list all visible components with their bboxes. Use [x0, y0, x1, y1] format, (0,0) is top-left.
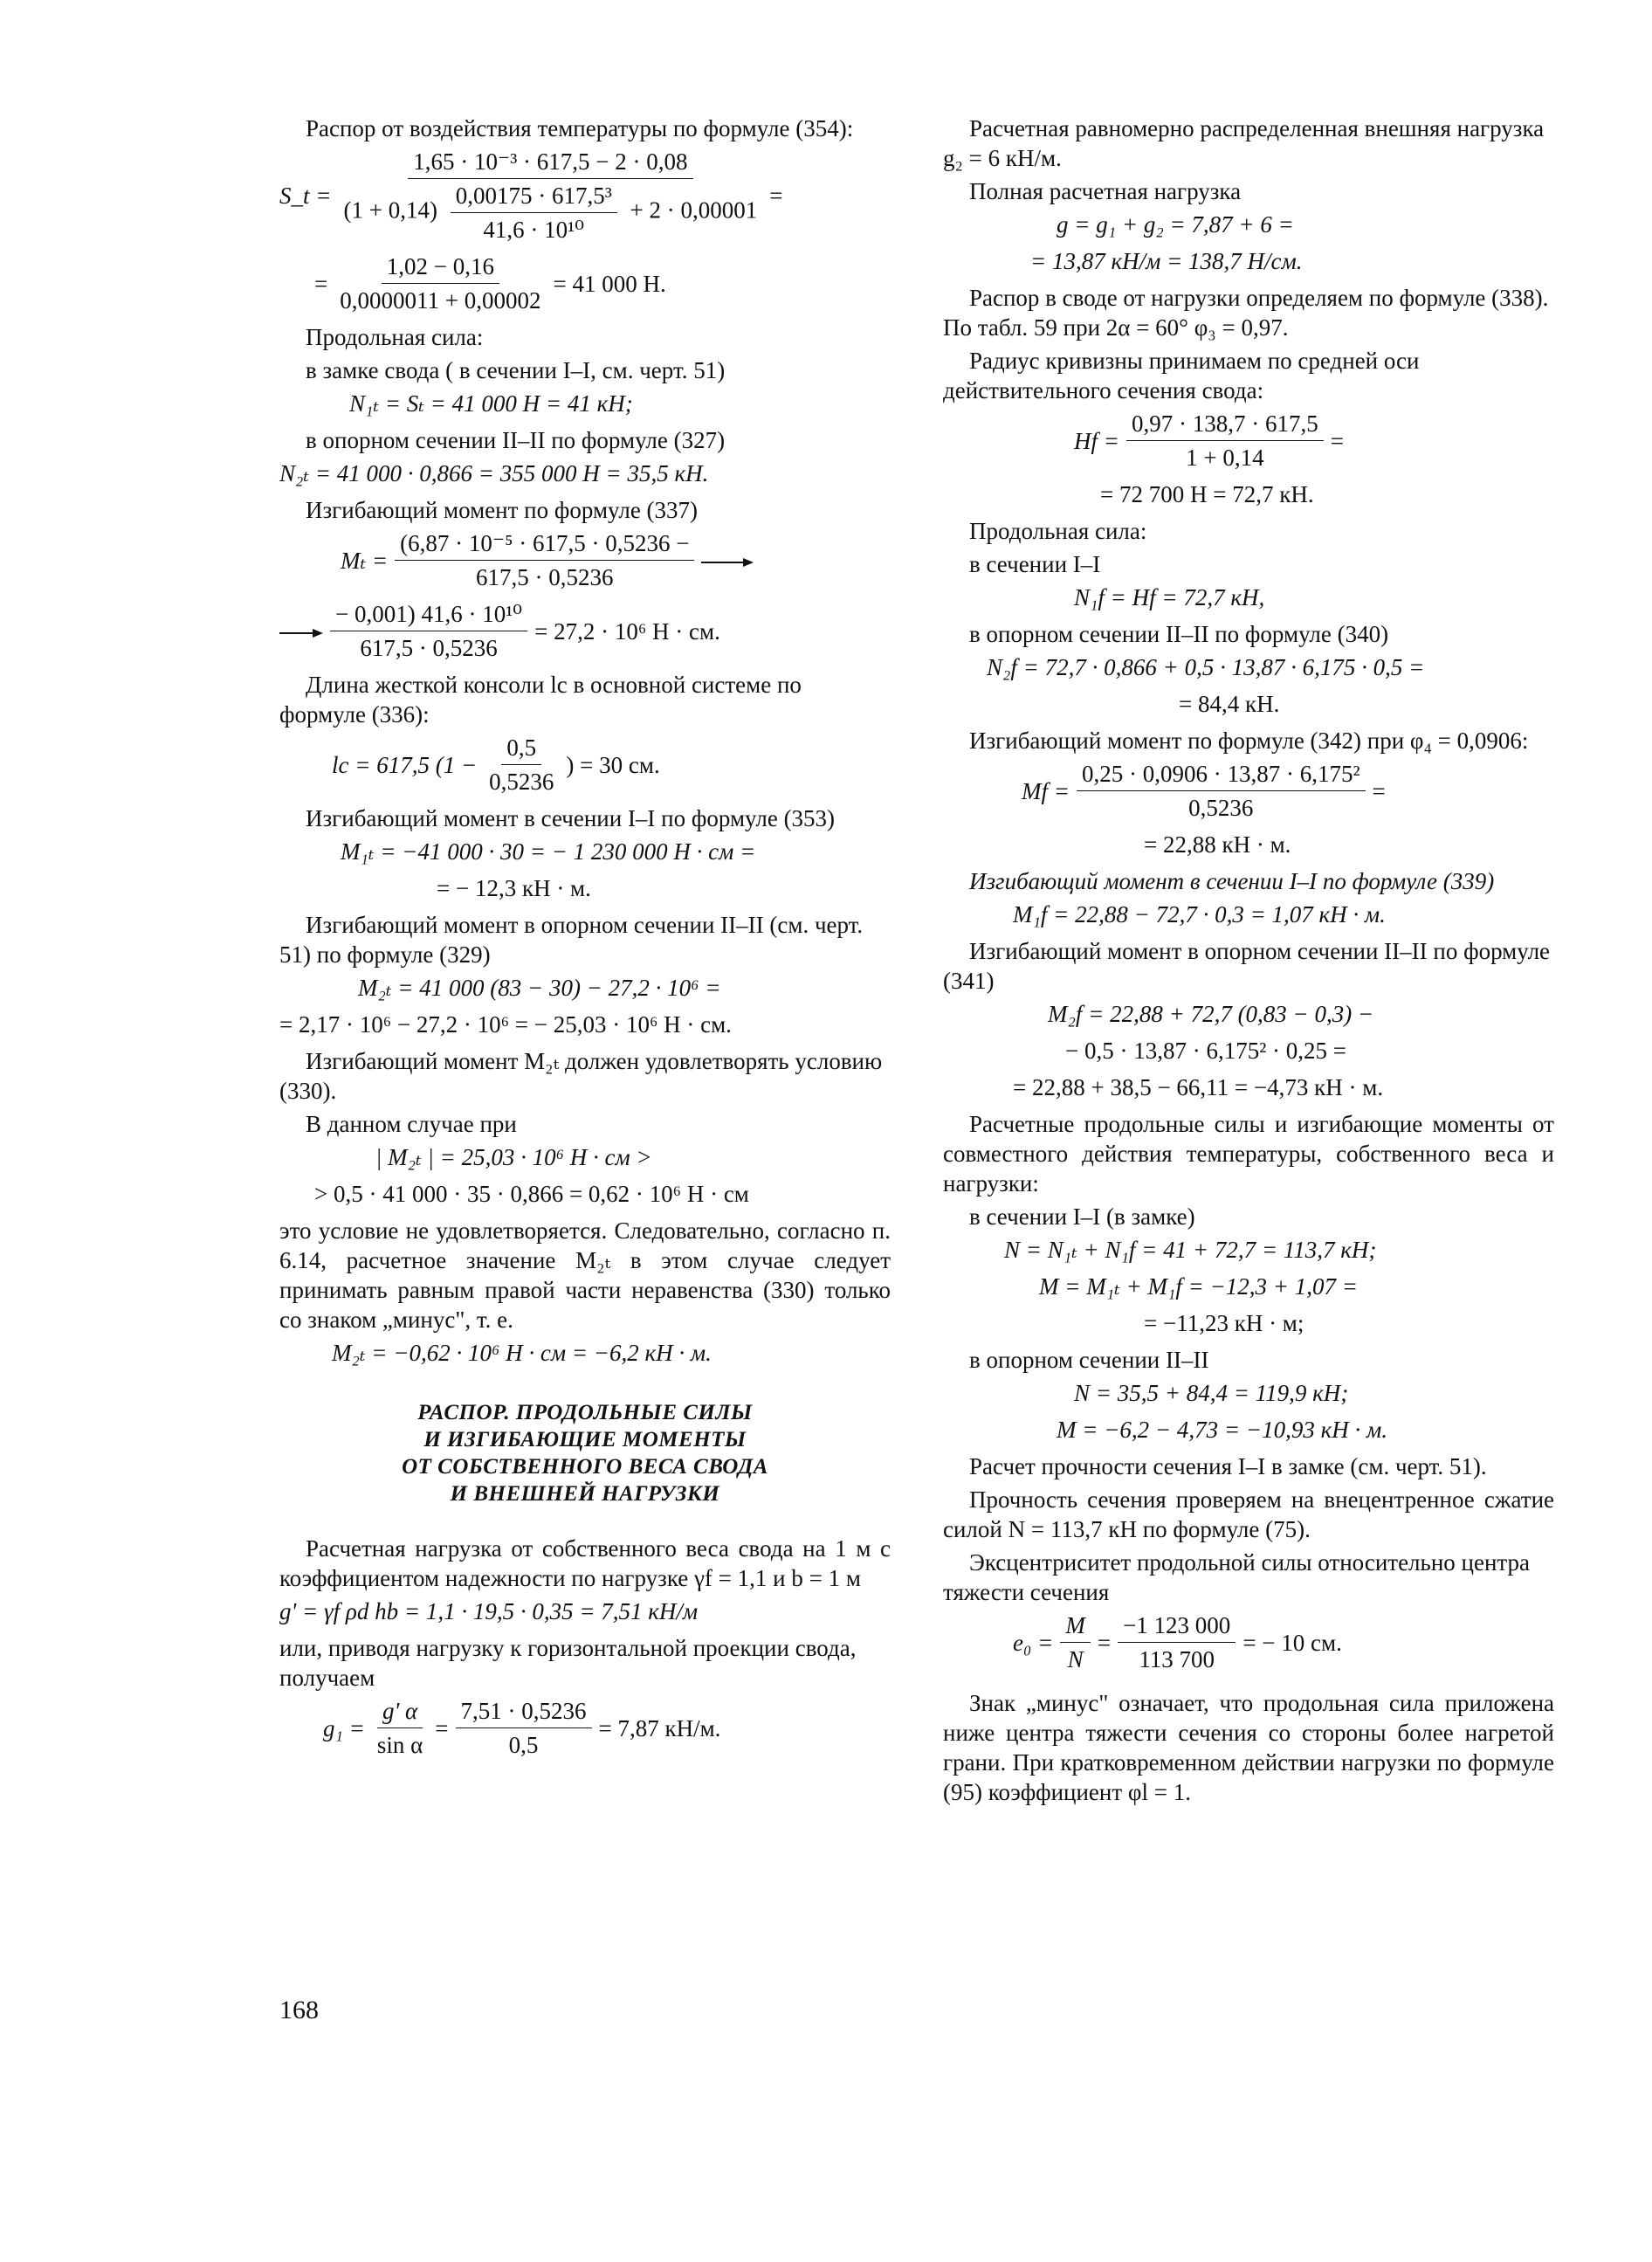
arrow-right-icon	[701, 546, 754, 576]
equation-text: M₂ₜ = 41 000 (83 − 30) − 27,2 · 10⁶ =	[358, 975, 721, 1001]
heading-line: ОТ СОБСТВЕННОГО ВЕСА СВОДА	[402, 1455, 768, 1479]
equals-sign: =	[1372, 777, 1386, 804]
equation-hf	[943, 409, 1554, 472]
fraction	[456, 1696, 592, 1760]
paragraph: в опорном сечении II–II по формуле (340)	[969, 621, 1389, 647]
equation-text: N₁f = Hf = 72,7 кН,	[1074, 584, 1265, 610]
numerator: 0,00175 · 617,5³	[451, 181, 617, 213]
equation-text: − 0,5 · 13,87 · 6,175² · 0,25 =	[1065, 1038, 1347, 1064]
paragraph: в сечении I–I	[969, 551, 1101, 577]
paragraph: Изгибающий момент по формуле (342) при φ₄ = 0,0906:	[969, 728, 1529, 754]
equation-n2t	[279, 459, 891, 488]
equation-m2f-result	[943, 1072, 1554, 1102]
paragraph: Изгибающий момент в опорном сечении II–II (см. черт. 51) по формуле (329)	[279, 912, 864, 968]
equation-m2f-cont	[943, 1036, 1554, 1065]
heading-line: И ВНЕШНЕЙ НАГРУЗКИ	[450, 1482, 720, 1506]
equation-n1f	[943, 583, 1554, 612]
numerator: M	[1060, 1610, 1091, 1643]
paragraph: Изгибающий момент M₂ₜ должен удовлетворять условию (330).	[279, 1048, 883, 1104]
paragraph: Расчетная нагрузка от собственного веса свода на 1 м с коэффициентом надежности по нагрузке γf = 1,1 и b = 1 м	[279, 1535, 891, 1591]
numerator: 0,5	[501, 733, 541, 765]
right-column	[943, 114, 1554, 1810]
equation-m-sum2	[943, 1415, 1554, 1445]
equals-sign: =	[1330, 427, 1344, 454]
equation-n2f-cont	[943, 689, 1554, 719]
fraction	[484, 733, 559, 797]
equation-text: N₁ₜ = Sₜ = 41 000 Н = 41 кН;	[349, 390, 633, 417]
equation-lhs: Hf =	[1074, 427, 1119, 454]
paragraph: в опорном сечении II–II	[969, 1347, 1209, 1373]
paragraph: Полная расчетная нагрузка	[969, 178, 1242, 204]
paragraph: Расчетная равномерно распределенная внешняя нагрузка g₂ = 6 кН/м.	[943, 115, 1545, 171]
paragraph: в сечении I–I (в замке)	[969, 1203, 1195, 1230]
equation-text: = 22,88 + 38,5 − 66,11 = −4,73 кН · м.	[1013, 1074, 1384, 1100]
equation-text: N₂f = 72,7 · 0,866 + 0,5 · 13,87 · 6,175 · 0,5 =	[987, 654, 1425, 680]
equation-text: = 72 700 Н = 72,7 кН.	[1100, 481, 1314, 507]
result: = − 10 см.	[1242, 1629, 1342, 1656]
fraction	[330, 599, 527, 663]
equation-m-sum1-cont	[943, 1308, 1554, 1338]
numerator: 1,02 − 0,16	[382, 252, 499, 284]
equation-text: N = 35,5 + 84,4 = 119,9 кН;	[1074, 1380, 1349, 1406]
equals-sign: =	[435, 1714, 449, 1741]
equation-lhs: e₀ =	[1013, 1629, 1054, 1656]
paragraph: Изгибающий момент в опорном сечении II–II по формуле (341)	[943, 938, 1551, 994]
equation-text: g = g₁ + g₂ = 7,87 + 6 =	[1057, 211, 1294, 238]
numerator: 0,97 · 138,7 · 617,5	[1126, 409, 1324, 441]
denominator: 617,5 · 0,5236	[360, 635, 498, 661]
fraction	[338, 147, 762, 245]
equation-n1t	[279, 389, 891, 418]
numerator: 0,25 · 0,0906 · 13,87 · 6,175²	[1077, 759, 1366, 791]
denominator: 617,5 · 0,5236	[476, 564, 614, 590]
equation-e0	[943, 1610, 1554, 1674]
equals-sign: =	[314, 270, 328, 297]
denominator: 0,0000011 + 0,00002	[340, 287, 541, 314]
equation-text: = −11,23 кН · м;	[1144, 1310, 1304, 1336]
equation-mf-result	[943, 830, 1554, 859]
paragraph: или, приводя нагрузку к горизонтальной проекции свода, получаем	[279, 1635, 857, 1691]
equation-m2t-cont	[279, 1010, 891, 1039]
equation-lhs: Mₜ =	[341, 547, 389, 574]
equation-text: M = M₁ₜ + M₁f = −12,3 + 1,07 =	[1039, 1273, 1358, 1300]
inner-fraction	[451, 181, 617, 245]
paragraph: В данном случае при	[306, 1111, 517, 1137]
denominator: 1 + 0,14	[1186, 445, 1264, 471]
equation-text: g' = γf ρd hb = 1,1 · 19,5 · 0,35 = 7,51 кН/м	[279, 1598, 699, 1624]
equation-st-result	[279, 252, 891, 315]
page-number: 168	[279, 1996, 319, 2024]
equals-sign: =	[769, 183, 783, 209]
equation-g-prime	[279, 1597, 891, 1626]
denominator: sin α	[376, 1732, 423, 1758]
denominator: 41,6 · 10¹⁰	[483, 217, 585, 243]
numerator: (6,87 · 10⁻⁵ · 617,5 · 0,5236 −	[395, 528, 694, 561]
equation-text: | M₂ₜ | = 25,03 · 10⁶ Н · см >	[375, 1144, 652, 1170]
paragraph: в опорном сечении II–II по формуле (327)	[306, 427, 726, 453]
left-column	[279, 114, 891, 1767]
numerator: g' α	[377, 1696, 423, 1728]
paragraph: Эксцентриситет продольной силы относительно центра тяжести сечения	[943, 1549, 1531, 1605]
equation-text: = 13,87 кН/м = 138,7 Н/см.	[1030, 248, 1303, 274]
fraction	[334, 252, 546, 315]
fraction	[1077, 759, 1366, 823]
equation-m2f	[943, 999, 1554, 1029]
equation-st	[279, 147, 891, 245]
equation-text: = 84,4 кН.	[1179, 691, 1280, 717]
paragraph: Расчетные продольные силы и изгибающие моменты от совместного действия температуры, собственного веса и нагрузки:	[943, 1111, 1554, 1197]
equation-text: M₁ₜ = −41 000 · 30 = − 1 230 000 Н · см =	[341, 838, 756, 865]
equation-g	[943, 210, 1554, 239]
section-heading	[279, 1399, 891, 1507]
fraction	[1060, 1610, 1091, 1674]
paragraph: Распор от воздействия температуры по формуле (354):	[306, 115, 854, 141]
arrow-right-icon	[279, 617, 323, 646]
denominator: 0,5236	[489, 769, 554, 795]
equation-n2f	[943, 652, 1554, 682]
numerator: − 0,001) 41,6 · 10¹⁰	[330, 599, 527, 631]
equation-mf	[943, 759, 1554, 823]
paragraph: Прочность сечения проверяем на внецентренное сжатие силой N = 113,7 кН по формуле (75).	[943, 1486, 1554, 1542]
den-prefix: (1 + 0,14)	[343, 197, 437, 224]
paragraph: это условие не удовлетворяется. Следовательно, согласно п. 6.14, расчетное значение M₂ₜ в этом случае следует принимать равным правой части неравенства (330) только со знаком „минус", т. е.	[279, 1217, 891, 1333]
denominator: 0,5236	[1188, 795, 1254, 821]
equation-lc	[279, 733, 891, 797]
equation-m1t	[279, 837, 891, 866]
denominator	[338, 179, 762, 245]
heading-line: И ИЗГИБАЮЩИЕ МОМЕНТЫ	[423, 1428, 747, 1452]
equation-mt	[279, 528, 891, 592]
paragraph: в замке свода ( в сечении I–I, см. черт. 51)	[306, 357, 726, 383]
paragraph: Расчет прочности сечения I–I в замке (см. черт. 51).	[969, 1453, 1487, 1479]
equation-text: = 2,17 · 10⁶ − 27,2 · 10⁶ = − 25,03 · 10⁶ Н · см.	[279, 1011, 732, 1038]
equation-text: M₂f = 22,88 + 72,7 (0,83 − 0,3) −	[1048, 1001, 1374, 1027]
paragraph: Изгибающий момент по формуле (337)	[306, 497, 699, 523]
paragraph: Длина жесткой консоли lc в основной системе по формуле (336):	[279, 672, 802, 728]
numerator: −1 123 000	[1118, 1610, 1236, 1643]
denominator: 0,5	[508, 1732, 539, 1758]
equation-hf-result	[943, 479, 1554, 509]
equation-n-sum2	[943, 1378, 1554, 1408]
equation-g1	[279, 1696, 891, 1760]
result: = 7,87 кН/м.	[598, 1714, 721, 1741]
paragraph: Продольная сила:	[306, 324, 484, 350]
equals-sign: =	[1097, 1629, 1112, 1656]
equation-m2t	[279, 973, 891, 1003]
equation-text: = − 12,3 кН · м.	[437, 875, 591, 901]
equation-text: = 22,88 кН · м.	[1144, 831, 1291, 858]
den-suffix: + 2 · 0,00001	[630, 197, 758, 224]
equation-text: N₂ₜ = 41 000 · 0,866 = 355 000 Н = 35,5 кН.	[279, 460, 709, 486]
paragraph: Продольная сила:	[969, 518, 1147, 544]
denominator: 113 700	[1139, 1646, 1215, 1672]
heading-line: РАСПОР. ПРОДОЛЬНЫЕ СИЛЫ	[417, 1401, 753, 1424]
result: ) = 30 см.	[566, 751, 660, 778]
inequality-cont	[279, 1179, 891, 1209]
equation-text: M₂ₜ = −0,62 · 10⁶ Н · см = −6,2 кН · м.	[332, 1340, 712, 1366]
paragraph: Распор в своде от нагрузки определяем по формуле (338). По табл. 59 при 2α = 60° φ₃ = 0,97.	[943, 285, 1549, 341]
fraction	[372, 1696, 428, 1760]
paragraph: Радиус кривизны принимаем по средней оси действительного сечения свода:	[943, 348, 1420, 403]
equation-n-sum1	[943, 1235, 1554, 1265]
equation-text: > 0,5 · 41 000 · 35 · 0,866 = 0,62 · 10⁶ Н · см	[314, 1181, 749, 1207]
result: = 41 000 Н.	[553, 270, 666, 297]
fraction	[1126, 409, 1324, 472]
inequality	[279, 1142, 891, 1172]
equation-lhs: lc = 617,5 (1 −	[332, 751, 478, 778]
equation-m2t-final	[279, 1338, 891, 1368]
equation-g-cont	[943, 246, 1554, 276]
fraction	[395, 528, 694, 592]
numerator: 1,65 · 10⁻³ · 617,5 − 2 · 0,08	[408, 147, 692, 179]
paragraph: Знак „минус" означает, что продольная сила приложена ниже центра тяжести сечения со стороны более нагретой грани. При кратковременном действии нагрузки по формуле (95) коэффициент φl = 1.	[943, 1690, 1554, 1805]
fraction	[1118, 1610, 1236, 1674]
equation-lhs: S_t =	[279, 183, 332, 209]
equation-text: M₁f = 22,88 − 72,7 · 0,3 = 1,07 кН · м.	[1013, 901, 1386, 928]
equation-m-sum1	[943, 1272, 1554, 1301]
paragraph: Изгибающий момент в сечении I–I по формуле (339)	[969, 868, 1495, 894]
equation-lhs: Mf =	[1022, 777, 1070, 804]
equation-mt-cont	[279, 599, 891, 663]
numerator: 7,51 · 0,5236	[456, 1696, 592, 1728]
equation-lhs: g₁ =	[323, 1714, 365, 1741]
equation-text: N = N₁ₜ + N₁f = 41 + 72,7 = 113,7 кН;	[1004, 1237, 1377, 1263]
equation-m1t-cont	[279, 873, 891, 903]
denominator: N	[1067, 1646, 1084, 1672]
equation-m1f	[943, 900, 1554, 929]
paragraph: Изгибающий момент в сечении I–I по формуле (353)	[306, 805, 836, 831]
equation-text: M = −6,2 − 4,73 = −10,93 кН · м.	[1057, 1417, 1387, 1443]
result: = 27,2 · 10⁶ Н · см.	[534, 617, 720, 645]
